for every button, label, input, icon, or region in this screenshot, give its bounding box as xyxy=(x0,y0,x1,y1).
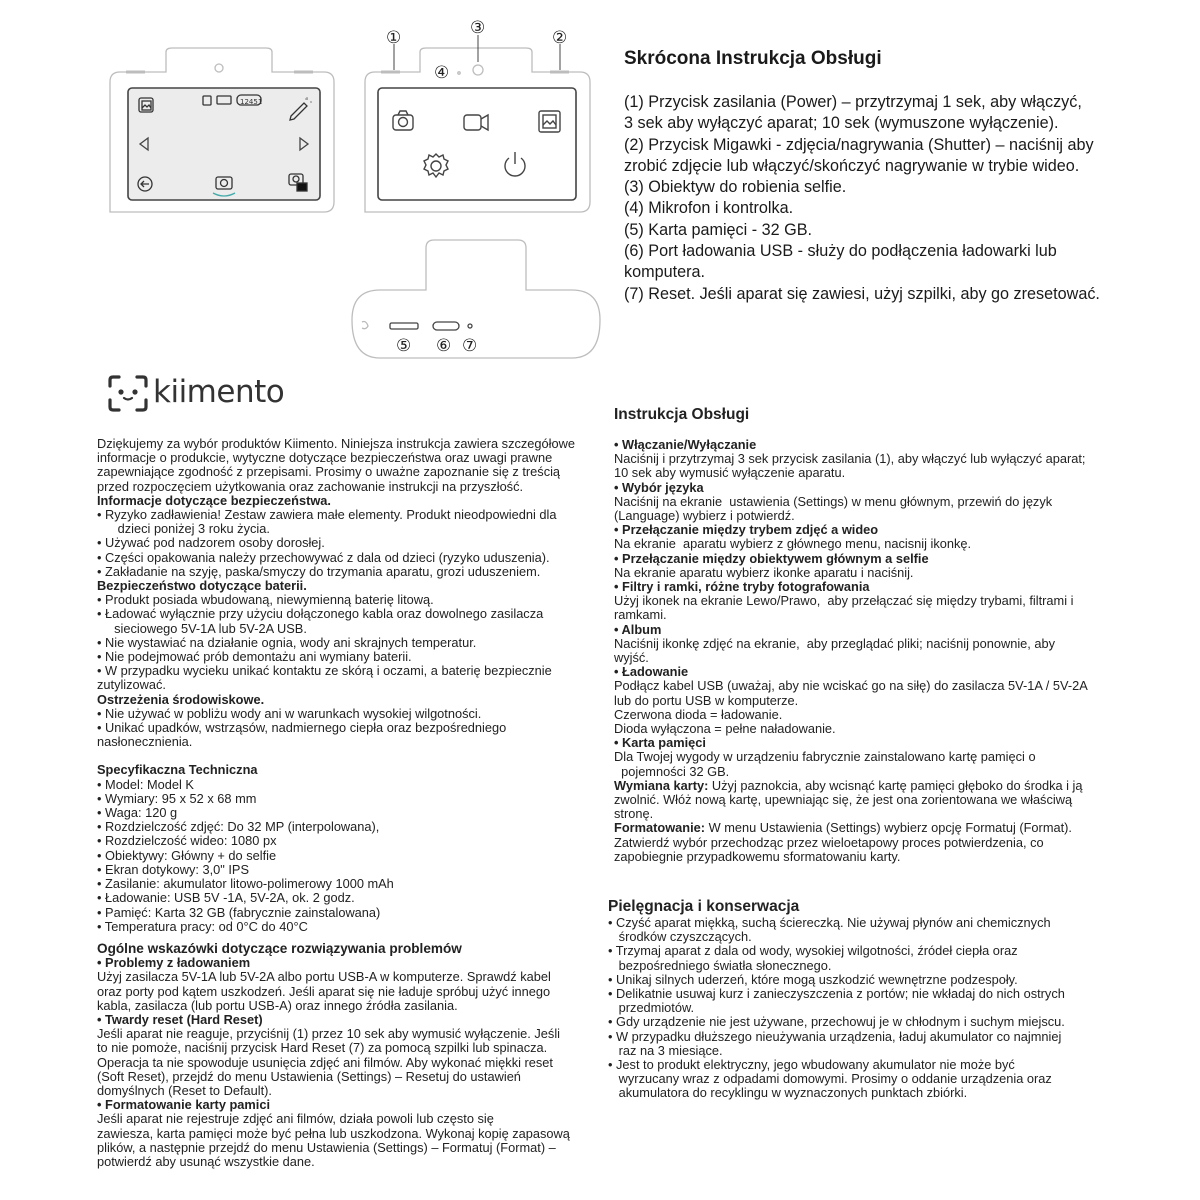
label-7: ⑦ xyxy=(462,336,478,356)
safety-item: • Zakładanie na szyję, paska/smyczy do trzymania aparatu, grozi uduszeniem. xyxy=(97,563,541,579)
reset-heading: • Twardy reset (Hard Reset) xyxy=(97,1011,263,1027)
spec-item: • Rozdzielczość wideo: 1080 px xyxy=(97,833,277,849)
charge-heading: • Problemy z ładowaniem xyxy=(97,955,251,971)
safety-item: • Ryzyko zadławienia! Zestaw zawiera małe elementy. Produkt nieodpowiedni dla xyxy=(97,507,557,523)
language-heading: • Wybór języka xyxy=(614,479,704,495)
power-line: Naciśnij i przytrzymaj 3 sek przycisk zasilania (1), aby włączyć lub wyłączyć aparat; xyxy=(614,451,1086,467)
language-line: Naciśnij na ekranie ustawienia (Settings) w menu głównym, przewiń do język xyxy=(614,493,1053,509)
care-line: bezpośredniego światła słonecznego. xyxy=(608,957,832,973)
charge-line: kabla, zasilacza (lub portu USB-A) oraz innego źródła zasilania. xyxy=(97,997,458,1013)
selfie-heading: • Przełączanie między obiektywem głównym a selfie xyxy=(614,550,929,566)
video-icon xyxy=(464,115,488,130)
env-item: • Nie używać w pobliżu wody ani w warunkach wysokiej wilgotności. xyxy=(97,705,482,721)
reset-line: Operacja ta nie spowoduje usunięcia zdjęć ani filmów. Aby wykonać miękki reset xyxy=(97,1054,553,1070)
spec-item: • Rozdzielczość zdjęć: Do 32 MP (interpolowana), xyxy=(97,819,380,835)
safety-item: dzieci poniżej 3 roku życia. xyxy=(107,521,270,537)
reset-line: domyślnych (Reset to Default). xyxy=(97,1082,272,1098)
brand-logo xyxy=(106,374,285,419)
fmt-label: Formatowanie: xyxy=(614,820,706,836)
format-line: Jeśli aparat nie rejestruje zdjęć ani filmów, działa powoli lub często się xyxy=(97,1111,494,1127)
label-2: ② xyxy=(552,28,568,48)
right-column xyxy=(614,438,1114,864)
front-screen xyxy=(378,88,576,200)
fmt-line: zapobiegnie przypadkowemu sformatowaniu karty. xyxy=(614,848,901,864)
filters-line: ramkami. xyxy=(614,607,667,623)
legend-line: komputera. xyxy=(624,263,705,282)
care-line: • Unikaj silnych uderzeń, które mogą uszkodzić wewnętrzne podzespoły. xyxy=(608,971,1018,987)
memory-heading: • Karta pamięci xyxy=(614,735,706,751)
battery-item: • Nie wystawiać na działanie ognia, wody ani skrajnych temperatur. xyxy=(97,634,477,650)
quick-guide-legend xyxy=(624,92,1184,305)
swap-line xyxy=(614,779,1114,793)
mode-heading: • Przełączanie między trybem zdjęć a wideo xyxy=(614,522,879,538)
spec-item: • Obiektywy: Główny + do selfie xyxy=(97,847,277,863)
album-line: Naciśnij ikonkę zdjęć na ekranie, aby przeglądać pliki; naciśnij ponownie, aby xyxy=(614,635,1056,651)
trouble-heading: Ogólne wskazówki dotyczące rozwiązywania problemów xyxy=(97,940,462,956)
spec-item: • Ładowanie: USB 5V -1A, 5V-2A, ok. 2 godz. xyxy=(97,890,355,906)
spec-item: • Model: Model K xyxy=(97,776,194,792)
care-line: akumulatora do recyklingu w wyznaczonych punktach zbiórki. xyxy=(608,1085,968,1101)
care-line: raz na 3 miesiące. xyxy=(608,1042,723,1058)
charging-line: Podłącz kabel USB (uważaj, aby nie wciskać go na siłę) do zasilacza 5V-1A / 5V-2A xyxy=(614,678,1088,694)
filters-heading: • Filtry i ramki, różne tryby fotografowania xyxy=(614,579,870,595)
care-line: • Delikatnie usuwaj kurz i zanieczyszczenia z portów; nie wkładaj do nich ostrych xyxy=(608,986,1065,1002)
spec-item: • Ekran dotykowy: 3,0" IPS xyxy=(97,861,249,877)
legend-line: (3) Obiektyw do robienia selfie. xyxy=(624,178,847,197)
reset-hole xyxy=(468,324,472,328)
camera-diagram xyxy=(0,0,620,370)
care-line: • Czyść aparat miękką, suchą ściereczką. Nie używaj płynów ani chemicznych xyxy=(608,915,1051,930)
spec-item: • Waga: 120 g xyxy=(97,805,178,821)
memory-line: Dla Twojej wygody w urządzeniu fabrycznie zainstalowano kartę pamięci o xyxy=(614,749,1036,765)
charging-line: Dioda wyłączona = pełne naładowanie. xyxy=(614,721,836,737)
battery-item: sieciowego 5V-1A lub 5V-2A USB. xyxy=(107,620,307,636)
care-line: • W przypadku dłuższego nieużywania urządzenia, ładuj akumulator co najmniej xyxy=(608,1028,1062,1044)
spec-heading: Specyfikaczna Techniczna xyxy=(97,762,258,778)
album-heading: • Album xyxy=(614,621,662,637)
label-3: ③ xyxy=(470,18,486,38)
swap-label: Wymiana karty: xyxy=(614,777,709,793)
battery-item: zutylizować. xyxy=(97,677,166,693)
charge-line: Użyj zasilacza 5V-1A lub 5V-2A albo portu USB-A w komputerze. Sprawdź kabel xyxy=(97,969,551,985)
label-6: ⑥ xyxy=(436,336,452,356)
reset-line: to nie pomoże, naciśnij przycisk Hard Reset (7) za pomocą szpilki lub spinacza. xyxy=(97,1040,548,1056)
intro-line: przed rozpoczęciem użytkowania oraz zachowanie instrukcji na przyszłość. xyxy=(97,478,524,494)
power-icon xyxy=(505,152,525,176)
legend-line: (1) Przycisk zasilania (Power) – przytrzymaj 1 sek, aby włączyć, xyxy=(624,93,1082,111)
swap-first: Użyj paznokcia, aby wcisnąć kartę pamięci głęboko do środka i ją xyxy=(708,777,1083,793)
language-line: (Language) wybierz i potwierdź. xyxy=(614,508,795,524)
battery-item: • Produkt posiada wbudowaną, niewymienną baterię litową. xyxy=(97,592,434,608)
spec-item: • Wymiary: 95 x 52 x 68 mm xyxy=(97,790,257,806)
usb-port xyxy=(433,322,459,330)
format-line: plików, a następnie przejdź do menu Ustawienia (Settings) – Formatuj (Format) – xyxy=(97,1139,556,1155)
album-line: wyjść. xyxy=(614,650,649,666)
intro-line: zapewniające zgodność z przepisami. Prosimy o uważne zapoznanie się z treścią xyxy=(97,464,561,480)
legend-line: (5) Karta pamięci - 32 GB. xyxy=(624,220,813,239)
intro-line: Dziękujemy za wybór produktów Kiimento. Niniejsza instrukcja zawiera szczegółowe xyxy=(97,436,575,451)
charging-heading: • Ładowanie xyxy=(614,664,689,680)
swap-line: stronę. xyxy=(614,806,654,822)
battery-item: • Ładować wyłącznie przy użyciu dołączonego kabla oraz dowolnego zasilacza xyxy=(97,606,544,622)
battery-heading: Bezpieczeństwo dotyczące baterii. xyxy=(97,578,307,594)
settings-icon xyxy=(424,154,448,177)
counter-text: 12451 xyxy=(240,98,263,106)
label-4: ④ xyxy=(434,63,450,83)
swap-line: zwolnić. Włóż nową kartę, upewniając się, że jest ona zorientowana we właściwą xyxy=(614,792,1073,808)
env-heading: Ostrzeżenia środowiskowe. xyxy=(97,691,265,707)
format-line: potwierdź aby usunąć wszystkie dane. xyxy=(97,1153,315,1169)
selfie-line: Na ekranie aparatu wybierz ikonke aparatu i naciśnij. xyxy=(614,564,914,580)
care-column xyxy=(608,916,1168,1101)
legend-line: zrobić zdjęcie lub włączyć/skończyć nagrywanie w trybie wideo. xyxy=(624,156,1080,175)
battery-item: • W przypadku wycieku unikać kontaktu ze skórą i oczami, a baterię bezpiecznie xyxy=(97,663,552,679)
legend-line: (2) Przycisk Migawki - zdjęcia/nagrywania (Shutter) – naciśnij aby xyxy=(624,135,1094,154)
charging-line: Czerwona dioda = ładowanie. xyxy=(614,706,783,722)
gallery-icon xyxy=(539,111,560,132)
safety-heading: Informacje dotyczące bezpieczeństwa. xyxy=(97,492,331,508)
care-line: wyrzucany wraz z odpadami domowymi. Prosimy o oddanie urządzenia oraz xyxy=(608,1071,1052,1087)
legend-line: (6) Port ładowania USB - służy do podłączenia ładowarki lub xyxy=(624,242,1057,261)
care-line: przedmiotów. xyxy=(608,1000,695,1016)
legend-line: (7) Reset. Jeśli aparat się zawiesi, użyj szpilki, aby go zresetować. xyxy=(624,284,1100,303)
power-heading: • Włączanie/Wyłączanie xyxy=(614,437,757,452)
mode-line: Na ekranie aparatu wybierz z głównego menu, nacisnij ikonkę. xyxy=(614,536,972,552)
logo-face-icon xyxy=(106,374,150,414)
fmt-first: W menu Ustawienia (Settings) wybierz opcję Formatuj (Format). xyxy=(705,820,1072,836)
env-item: • Unikać upadków, wstrząsów, nadmiernego ciepła oraz bezpośredniego xyxy=(97,720,507,736)
power-line: 10 sek aby wymusić wyłączenie aparatu. xyxy=(614,465,846,481)
care-title: Pielęgnacja i konserwacja xyxy=(608,898,800,915)
battery-item: • Nie podejmować prób demontażu ani wymiany baterii. xyxy=(97,649,412,665)
camera-icon xyxy=(393,111,413,130)
safety-item: • Używać pod nadzorem osoby dorosłej. xyxy=(97,535,325,551)
intro-line: informacje o produkcie, wytyczne dotyczące bezpieczeństwa oraz uwagi prawne xyxy=(97,450,553,466)
legend-line: (4) Mikrofon i kontrolka. xyxy=(624,199,794,218)
care-line: • Jest to produkt elektryczny, jego wbudowany akumulator nie może być xyxy=(608,1057,1015,1073)
fmt-line xyxy=(614,821,1114,835)
logo-text: kiimento xyxy=(153,374,285,410)
instructions-title: Instrukcja Obsługi xyxy=(614,406,750,423)
reset-line: Jeśli aparat nie reaguje, przyciśnij (1) przez 10 sek aby wymusić wyłączenie. Jeśli xyxy=(97,1026,561,1042)
spec-item: • Pamięć: Karta 32 GB (fabrycznie zainstalowana) xyxy=(97,904,381,920)
sd-slot xyxy=(390,323,418,329)
label-5: ⑤ xyxy=(396,336,412,356)
format-line: zawiesza, karta pamięci może być pełna lub uszkodzona. Wykonaj kopię zapasową xyxy=(97,1125,570,1141)
memory-line: pojemności 32 GB. xyxy=(614,763,730,779)
charging-line: lub do portu USB w komputerze. xyxy=(614,692,799,708)
care-line: • Gdy urządzenie nie jest używane, przechowuj je w chłodnym i suchym miejscu. xyxy=(608,1014,1065,1030)
charge-line: oraz porty pod kątem uszkodzeń. Jeśli aparat się nie ładuje spróbuj użyć innego xyxy=(97,983,551,999)
fmt-line: Zatwierdź wybór przechodząc przez wieloetapowy proces potwierdzenia, co xyxy=(614,834,1044,850)
label-1: ① xyxy=(386,28,402,48)
spec-item: • Temperatura pracy: od 0°C do 40°C xyxy=(97,918,308,934)
care-line: środków czyszczących. xyxy=(608,929,752,945)
reset-line: (Soft Reset), przejdź do menu Ustawienia (Settings) – Resetuj do ustawień xyxy=(97,1068,521,1084)
env-item: nasłonecznienia. xyxy=(97,734,193,750)
filters-line: Użyj ikonek na ekranie Lewo/Prawo, aby przełączać się między trybami, filtrami i xyxy=(614,593,1074,609)
spec-item: • Zasilanie: akumulator litowo-polimerowy 1000 mAh xyxy=(97,876,394,892)
left-column xyxy=(97,437,597,1169)
legend-line: 3 sek aby wyłączyć aparat; 10 sek (wymuszone wyłączenie). xyxy=(624,114,1059,133)
touchscreen xyxy=(128,88,320,200)
quick-guide-title: Skrócona Instrukcja Obsługi xyxy=(624,48,882,69)
safety-item: • Części opakowania należy przechowywać z dala od dzieci (ryzyko uduszenia). xyxy=(97,549,550,565)
care-line: • Trzymaj aparat z dala od wody, wysokiej wilgotności, źródeł ciepła oraz xyxy=(608,943,1018,959)
format-heading: • Formatowanie karty pamici xyxy=(97,1097,271,1113)
